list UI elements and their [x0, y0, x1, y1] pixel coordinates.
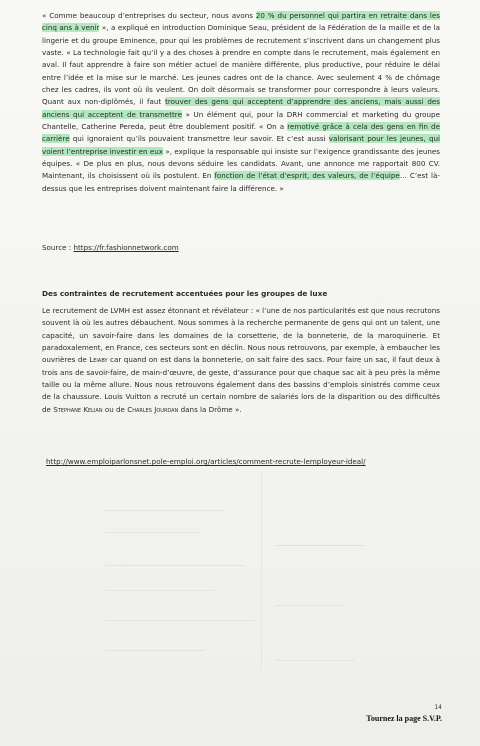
text-run: … C’est là-dessus que les entreprises doivent maintenant faire la différence. » — [42, 171, 440, 193]
highlighted-text: trouver des gens qui acceptent d’apprendre des anciens, mais aussi des anciens qui acceptent de transmettre — [42, 97, 441, 119]
text-run: car quand on est dans la bonneterie, on sait faire des sacs. Pour faire un sac, il faut deux à trois ans de savoir-faire, de main-d’œuvre, de geste, d’assurance pour que chaque sac ait à peu près la même taille ou la même allure. Nous nous retrouvons également dans des bassins d’emplois sinistrés comme ceux de la chaussure. Louis Vuitton a recruté un certain nombre de salariés lors de la disparition ou des difficultés de — [42, 355, 440, 414]
text-run: ou de — [102, 404, 128, 414]
paragraph-intro — [42, 10, 440, 195]
section-title: Des contraintes de recrutement accentuées pour les groupes de luxe — [42, 289, 328, 298]
footer-turn-page: Tournez la page S.V.P. — [366, 714, 442, 723]
small-caps-name: Stephane Kelian — [53, 404, 103, 414]
small-caps-name: Charles Jourdan — [127, 404, 179, 414]
text-run: » Un élément qui, pour la DRH commercial et marketing du groupe Chantelle, Catherine Pereda, peut être doublement positif. « On a — [42, 109, 440, 132]
source-label: Source : — [42, 243, 74, 252]
paragraph-luxury — [42, 305, 440, 416]
text-run: dans la Drôme ». — [178, 404, 242, 414]
page-number: 14 — [434, 704, 442, 711]
bleed-through-texture — [95, 490, 395, 690]
highlighted-text: fonction de l’état d’esprit, des valeurs, de l’équipe — [214, 171, 400, 181]
highlighted-text: 20 % du personnel qui partira en retraite dans les cinq ans à venir — [42, 11, 440, 33]
highlighted-text: remotivé grâce à cela des gens en fin de carrière — [42, 122, 440, 144]
text-run: qui ignoraient qu’ils pouvaient transmettre leur savoir. Et c’est aussi — [69, 134, 329, 144]
source-link[interactable]: https://fr.fashionnetwork.com — [73, 243, 179, 252]
highlighted-text: valorisant pour les jeunes, qui voient l’entreprise investir en eux — [42, 134, 440, 156]
small-caps-name: Leiaby — [89, 355, 108, 365]
text-run: « Comme beaucoup d’entreprises du secteur, nous avons — [42, 11, 256, 20]
text-run: », a expliqué en introduction Dominique Seau, président de la Fédération de la maille et de la lingerie et du groupe Eminence, pour qui les problèmes de recrutement s’inscrivent dans un changement plus vaste. « La technologie fait qu’il y a des choses à prendre en compte dans le recrutement, mais également en aval. Il faut apprendre à faire son métier actuel de manière différente, plus productive, pour réduire le délai entre l’idée et la mise sur le marché. Les jeunes cadres ont de la chance. Avec seulement 4 % de chômage chez les cadres, ils vont où ils veulent. On doit désormais se transformer pour correspondre à leurs valeurs. Quant aux non-diplômés, il faut — [42, 23, 441, 107]
text-run: », explique la responsable qui insiste sur l’exigence grandissante des jeunes équipes. « De plus en plus, nous devons séduire les candidats. Avant, une annonce me rapportait 800 CV. Maintenant, ils choisissent où ils postulent. En — [42, 146, 441, 181]
reference-link[interactable]: http://www.emploiparlonsnet.pole-emploi.org/articles/comment-recrute-lemployeur-ideal/ — [46, 457, 366, 466]
text-run: Le recrutement de LVMH est assez étonnant et révélateur : « l’une de nos particularités est que nous recrutons souvent là où les autres débauchent. Nous sommes à la recherche permanente de gens qui ont un talent, une capacité, un savoir-faire dans les domaines de la corsetterie, de la bonneterie, de la maroquinerie. Et paradoxalement, en France, ces secteurs sont en déclin. Nous nous retrouvons, par exemple, à embaucher les ouvrières de — [42, 306, 441, 365]
source-line — [42, 243, 440, 252]
